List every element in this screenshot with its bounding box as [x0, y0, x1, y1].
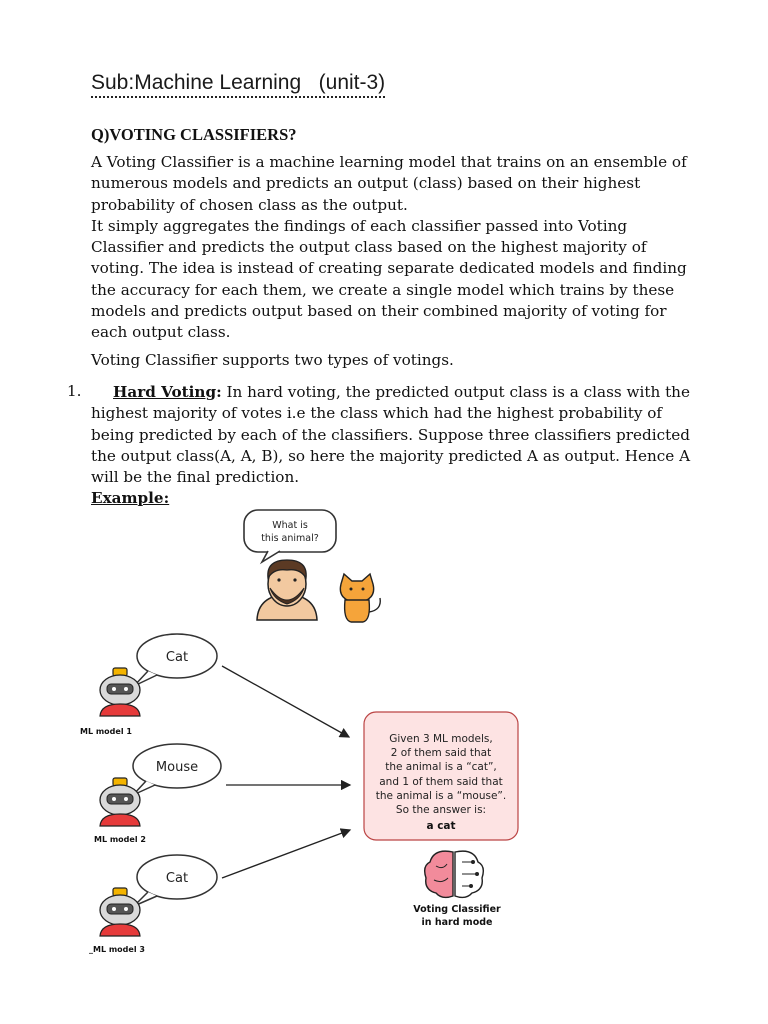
cat-icon [340, 574, 380, 622]
model-1-label: ML model 1 [80, 727, 132, 736]
answer-2-text: Mouse [155, 760, 199, 775]
brain-icon [425, 851, 484, 897]
model-2-label: ML model 2 [94, 835, 146, 844]
answer-bubble-1 [134, 634, 217, 686]
intro-text-1: A Voting Classifier is a machine learning model that trains on an ensemble of numerous models and predicts an output (class) based on their highest probability of chosen class as the output. [91, 153, 687, 214]
robot-icon-3 [100, 888, 140, 936]
question-heading: Q)VOTING CLASSIFIERS? [91, 125, 297, 144]
result-line-6: So the answer is: [395, 804, 487, 816]
classifier-label-1: Voting Classifier [413, 904, 501, 915]
answer-bubble-2 [133, 744, 221, 795]
answer-bubble-3 [134, 855, 217, 906]
intro-text-2: It simply aggregates the findings of each classifier passed into Voting Classifier and predicts the output class based on the highest majority of voting. The idea is instead of creating separate dedicated models and finding the accuracy for each them, we create a single model which trains by these models and predicts output based on their combined majority of voting for each output class. [91, 216, 687, 342]
result-line-3: the animal is a “cat”, [385, 761, 497, 773]
answer-3-text: Cat [165, 871, 189, 886]
hard-voting-colon: : [216, 383, 222, 401]
question-bubble [244, 510, 336, 562]
arrow-1 [222, 666, 349, 737]
classifier-label-2: in hard mode [421, 917, 493, 928]
page-heading: Sub:Machine Learning (unit-3) [91, 70, 385, 98]
result-line-1: Given 3 ML models, [389, 733, 493, 745]
robot-icon-2 [100, 778, 140, 826]
types-paragraph: Voting Classifier supports two types of votings. [91, 351, 454, 369]
result-line-4: and 1 of them said that [379, 776, 503, 788]
result-line-5: the animal is a “mouse”. [375, 790, 507, 802]
question-line-1: What is [272, 520, 308, 531]
result-box [364, 712, 518, 840]
hard-voting-text: In hard voting, the predicted output class is a class with the highest majority of votes i.e the class which had the highest probability of being predicted by each of the classifiers. Suppose three classifiers predicted the output class(A, A, B), so here the majority predicted A as output. Hence A will be the final prediction. [91, 383, 691, 487]
model-3-label: _ML model 3 [89, 945, 145, 954]
result-answer: a cat [426, 820, 456, 832]
answer-1-text: Cat [165, 650, 189, 665]
hard-voting-label: Hard Voting [113, 383, 217, 401]
arrow-3 [222, 830, 350, 878]
result-line-2: 2 of them said that [390, 747, 492, 759]
question-line-2: this animal? [261, 533, 319, 544]
example-label: Example: [91, 489, 170, 507]
robot-icon-1 [100, 668, 140, 716]
list-number: 1. [67, 382, 82, 400]
person-icon [257, 560, 317, 620]
